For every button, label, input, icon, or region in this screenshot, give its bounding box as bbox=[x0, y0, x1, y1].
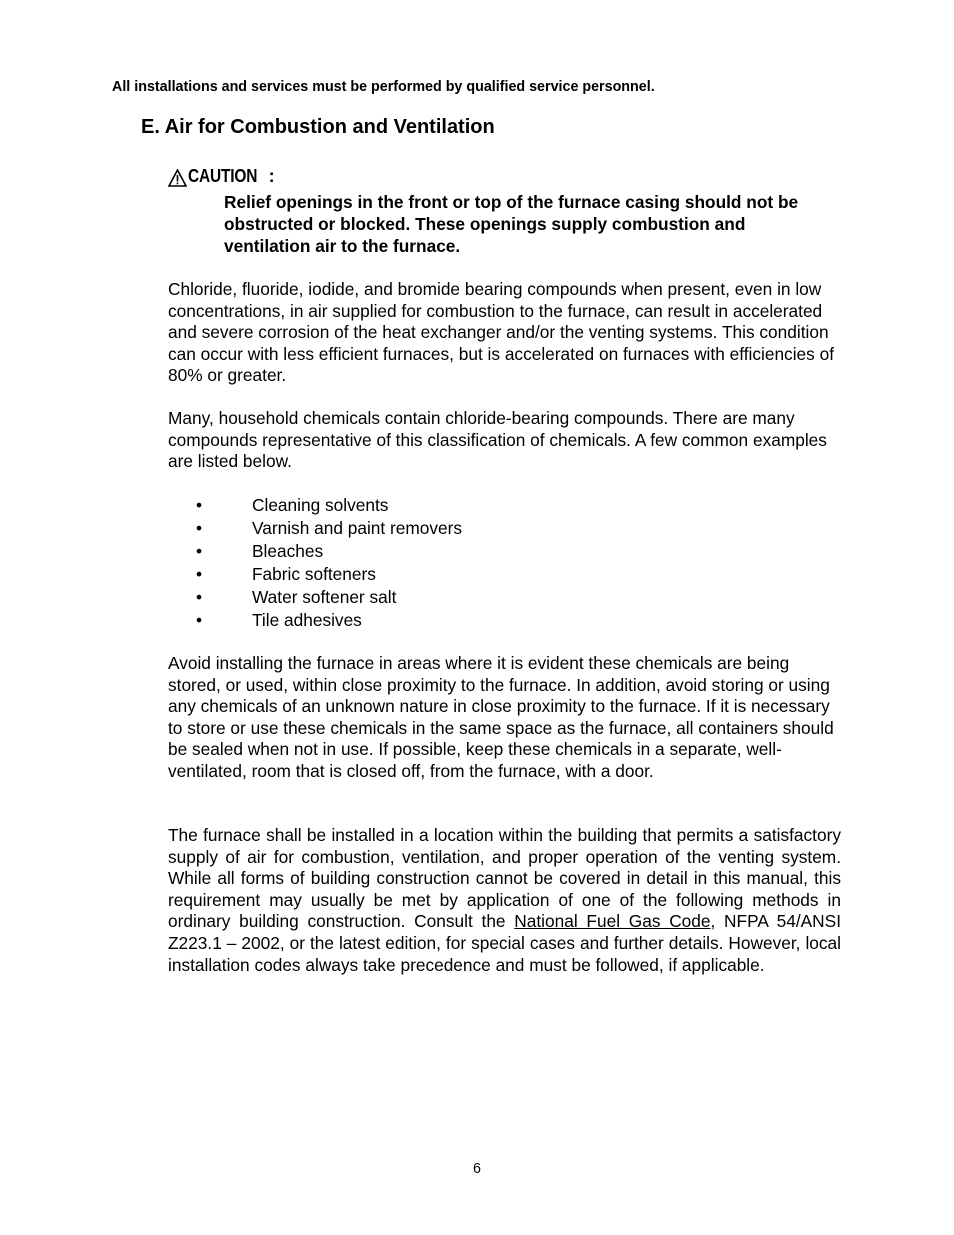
paragraph-household-chemicals: Many, household chemicals contain chloride-bearing compounds. There are many compounds representative of this classification of chemicals. A few common examples are listed below. bbox=[168, 408, 827, 472]
list-item bbox=[196, 540, 462, 563]
caution-text: Relief openings in the front or top of the furnace casing should not be obstructed or blocked. These openings supply combustion and ventilation air to the furnace. bbox=[224, 192, 799, 256]
bullet-icon: • bbox=[196, 541, 203, 561]
paragraph-installation-location bbox=[168, 825, 841, 976]
list-item bbox=[196, 609, 462, 632]
bullet-icon: • bbox=[196, 495, 203, 515]
list-item-text: Bleaches bbox=[252, 541, 324, 561]
caution-colon: : bbox=[268, 166, 275, 186]
page-number: 6 bbox=[473, 1161, 481, 1177]
bullet-icon: • bbox=[196, 518, 203, 538]
list-item-text: Varnish and paint removers bbox=[252, 518, 463, 538]
top-notice: All installations and services must be performed by qualified service personnel. bbox=[112, 79, 655, 95]
paragraph-corrosion: Chloride, fluoride, iodide, and bromide bearing compounds when present, even in low concentrations, in air supplied for combustion to the furnace, can result in accelerated and severe corrosion of the heat exchanger and/or the venting systems. This condition can occur with less efficient furnaces, but is accelerated on furnaces with efficiencies of 80% or greater. bbox=[168, 279, 834, 386]
warning-triangle-icon bbox=[168, 169, 187, 187]
bullet-icon: • bbox=[196, 610, 203, 630]
list-item bbox=[196, 586, 462, 609]
list-item bbox=[196, 494, 462, 517]
list-item-text: Tile adhesives bbox=[252, 610, 362, 630]
code-reference: National Fuel Gas Code bbox=[514, 911, 711, 932]
bullet-icon: • bbox=[196, 564, 203, 584]
paragraph-text-end: , NFPA 54/ANSI Z223.1 – 2002, or the latest edition, for special cases and further details. However, local installation codes always take precedence and must be followed, if applicable. bbox=[168, 911, 841, 975]
caution-word: CAUTION bbox=[188, 166, 258, 186]
section-heading: E. Air for Combustion and Ventilation bbox=[141, 116, 495, 138]
list-item-text: Water softener salt bbox=[252, 587, 397, 607]
list-item bbox=[196, 517, 462, 540]
caution-label bbox=[168, 166, 275, 187]
bullet-icon: • bbox=[196, 587, 203, 607]
chemicals-list bbox=[196, 494, 462, 632]
paragraph-storage-advice: Avoid installing the furnace in areas where it is evident these chemicals are being stored, or used, within close proximity to the furnace. In addition, avoid storing or using any chemicals of an unknown nature in close proximity to the furnace. If it is necessary to store or use these chemicals in the same space as the furnace, all containers should be sealed when not in use. If possible, keep these chemicals in a separate, well-ventilated, room that is closed off, from the furnace, with a door. bbox=[168, 653, 834, 781]
list-item-text: Cleaning solvents bbox=[252, 495, 389, 515]
paragraph-text-start: The furnace shall be installed in a location within the building that permits a satisfactory supply of air for combustion, ventilation, and proper operation of the venting system. While all forms of building construction cannot be covered in detail in this manual, this requirement may usually be met by application of one of the following methods in ordinary building construction. Consult the bbox=[168, 825, 841, 932]
list-item bbox=[196, 563, 462, 586]
list-item-text: Fabric softeners bbox=[252, 564, 376, 584]
